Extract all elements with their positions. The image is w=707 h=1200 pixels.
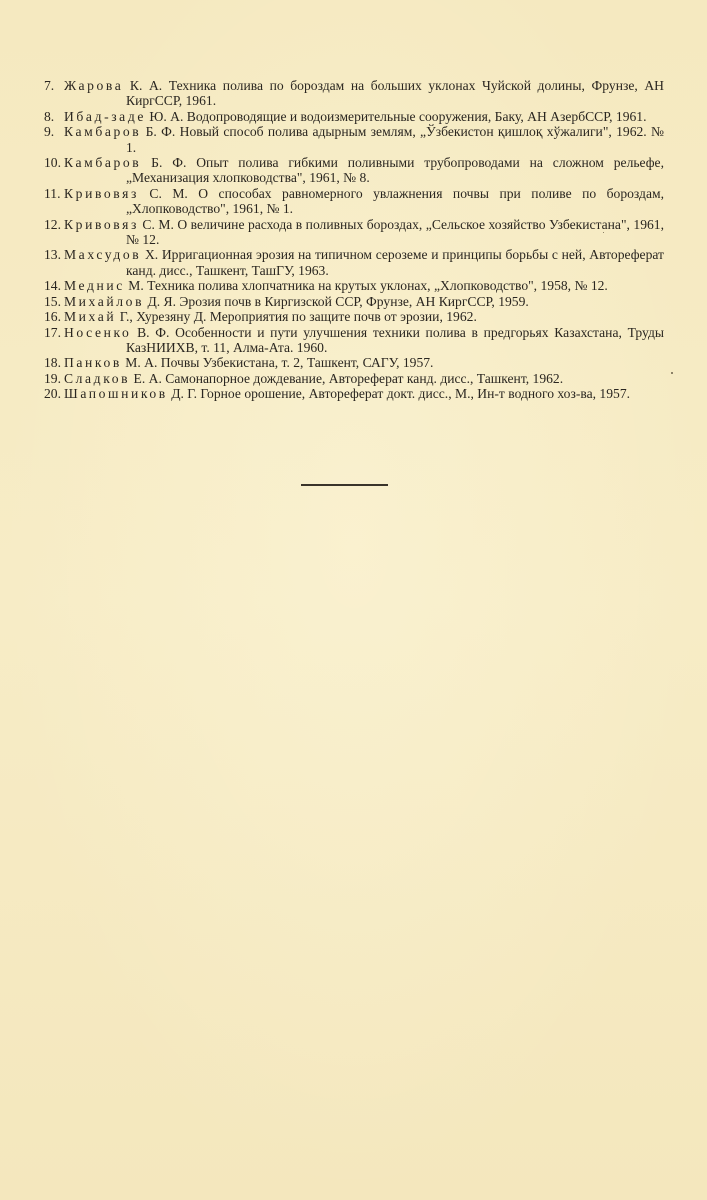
reference-number: 15. bbox=[44, 293, 61, 309]
reference-author: Ибад-заде bbox=[64, 108, 146, 124]
reference-number: 9. bbox=[44, 124, 55, 140]
reference-author: Камбаров bbox=[64, 124, 142, 140]
reference-number: 7. bbox=[44, 78, 55, 93]
reference-item-8 bbox=[44, 109, 664, 124]
reference-list bbox=[44, 78, 664, 402]
reference-author: Меднис bbox=[64, 278, 125, 294]
reference-item-19 bbox=[44, 371, 664, 386]
reference-author: Махсудов bbox=[64, 247, 142, 263]
reference-item-10 bbox=[44, 155, 664, 186]
reference-text: Б. Ф. Опыт полива гибкими поливными трубопроводами на сложном рельефе, „Механизация хлопководства", 1961, № 8. bbox=[126, 155, 664, 186]
reference-item-16 bbox=[44, 309, 664, 324]
reference-number: 14. bbox=[44, 278, 61, 294]
reference-author: Михайлов bbox=[64, 293, 145, 309]
reference-text: Б. Ф. Новый способ полива адырным землям, „Ўзбекистон қишлоқ хўжалиги", 1962. № 1. bbox=[126, 124, 664, 155]
reference-item-15 bbox=[44, 294, 664, 309]
reference-item-11 bbox=[44, 186, 664, 217]
reference-item-12 bbox=[44, 217, 664, 248]
reference-text: С. М. О величине расхода в поливных бороздах, „Сельское хозяйство Узбекистана", 1961, № 12. bbox=[126, 216, 664, 248]
reference-number: 8. bbox=[44, 108, 55, 124]
reference-item-14 bbox=[44, 278, 664, 293]
reference-item-17 bbox=[44, 325, 664, 356]
reference-number: 18. bbox=[44, 355, 61, 371]
reference-text: Д. Г. Горное орошение, Автореферат докт. дисс., М., Ин-т водного хоз-ва, 1957. bbox=[167, 386, 631, 402]
reference-item-13 bbox=[44, 247, 664, 278]
reference-text: Е. А. Самонапорное дождевание, Автореферат канд. дисс., Ташкент, 1962. bbox=[130, 370, 564, 386]
end-divider-rule bbox=[301, 484, 388, 486]
reference-author: Кривовяз bbox=[64, 185, 139, 201]
reference-number: 11. bbox=[44, 185, 61, 201]
reference-author: Носенко bbox=[64, 324, 132, 340]
reference-text: Д. Я. Эрозия почв в Киргизской ССР, Фрунзе, АН КиргССР, 1959. bbox=[144, 293, 529, 309]
reference-item-20 bbox=[44, 386, 664, 401]
paper-speck bbox=[603, 232, 604, 233]
reference-number: 20. bbox=[44, 386, 61, 402]
reference-author: Жарова bbox=[64, 78, 124, 93]
reference-text: С. М. О способах равномерного увлажнения почвы при поливе по бороздам, „Хлопководство", 1961, № 1. bbox=[126, 185, 664, 217]
reference-text: М. А. Почвы Узбекистана, т. 2, Ташкент, САГУ, 1957. bbox=[121, 355, 434, 371]
reference-number: 17. bbox=[44, 324, 61, 340]
reference-text: Ю. А. Водопроводящие и водоизмерительные сооружения, Баку, АН АзербССР, 1961. bbox=[145, 108, 647, 124]
reference-author: Кривовяз bbox=[64, 216, 139, 232]
reference-number: 10. bbox=[44, 155, 61, 171]
reference-item-9 bbox=[44, 124, 664, 155]
reference-number: 13. bbox=[44, 247, 61, 263]
reference-text: В. Ф. Особенности и пути улучшения техники полива в предгорьях Казахстана, Труды КазНИИХВ, т. 11, Алма-Ата. 1960. bbox=[126, 324, 664, 355]
reference-number: 19. bbox=[44, 370, 61, 386]
reference-item-7 bbox=[44, 78, 664, 109]
reference-author: Шапошников bbox=[64, 386, 168, 402]
reference-text: К. А. Техника полива по бороздам на больших уклонах Чуйской долины, Фрунзе, АН КиргССР, 1961. bbox=[123, 78, 664, 109]
reference-item-18 bbox=[44, 355, 664, 370]
reference-number: 12. bbox=[44, 216, 61, 232]
reference-author: Панков bbox=[64, 355, 122, 371]
reference-text: Х. Ирригационная эрозия на типичном сероземе и принципы борьбы с ней, Автореферат канд. дисс., Ташкент, ТашГУ, 1963. bbox=[126, 247, 664, 278]
reference-number: 16. bbox=[44, 309, 61, 325]
paper-speck bbox=[671, 372, 673, 374]
reference-author: Михай bbox=[64, 309, 117, 325]
reference-author: Камбаров bbox=[64, 155, 142, 171]
reference-author: Сладков bbox=[64, 370, 131, 386]
reference-text: М. Техника полива хлопчатника на крутых уклонах, „Хлопководство", 1958, № 12. bbox=[124, 278, 608, 294]
reference-text: Г., Хурезяну Д. Мероприятия по защите почв от эрозии, 1962. bbox=[116, 309, 477, 325]
